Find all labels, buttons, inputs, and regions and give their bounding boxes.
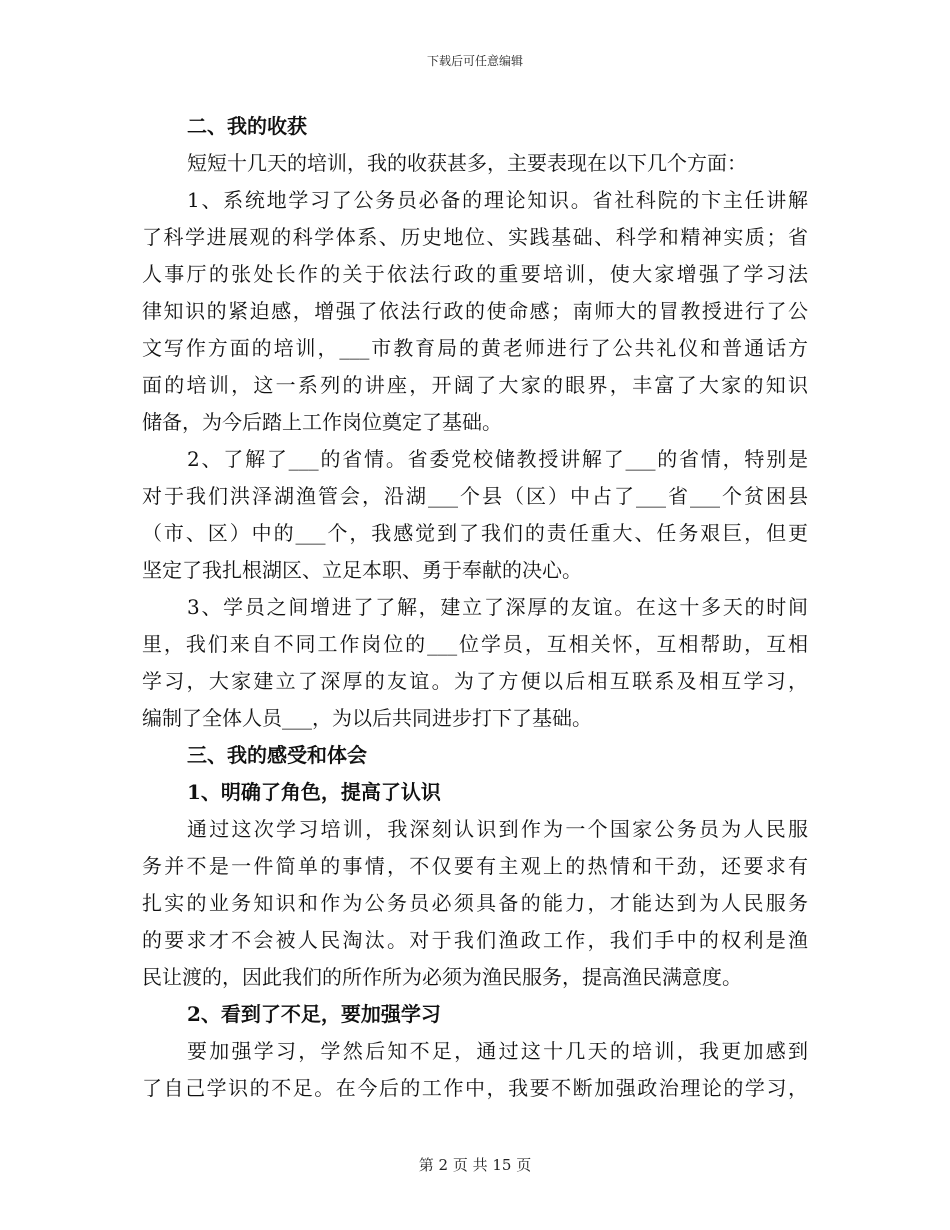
paragraph-line: 扎实的业务知识和作为公务员必须具备的能力，才能达到为人民服务 [142,891,808,915]
section-heading-gains: 二、我的收获 [187,114,307,138]
paragraph-line: 人事厅的张处长作的关于依法行政的重要培训，使大家增强了学习法 [142,262,808,286]
paragraph-line: 民让渡的，因此我们的所作所为必须为渔民服务，提高渔民满意度。 [142,965,742,989]
paragraph-line: 文写作方面的培训，___市教育局的黄老师进行了公共礼仪和普通话方 [142,336,808,360]
paragraph-line: 里，我们来自不同工作岗位的___位学员，互相关怀，互相帮助，互相 [142,632,808,656]
paragraph-line: 面的培训，这一系列的讲座，开阔了大家的眼界，丰富了大家的知识 [142,373,808,397]
paragraph-line: 1、系统地学习了公务员必备的理论知识。省社科院的卞主任讲解 [187,188,808,212]
paragraph-line: 律知识的紧迫感，增强了依法行政的使命感；南师大的冒教授进行了公 [142,299,808,323]
section-heading-feelings: 三、我的感受和体会 [187,743,367,767]
subheading-study: 2、看到了不足，要加强学习 [187,1002,441,1026]
paragraph-line: 3、学员之间增进了了解，建立了深厚的友谊。在这十多天的时间 [187,595,808,619]
paragraph-line: 了自己学识的不足。在今后的工作中，我要不断加强政治理论的学习， [142,1076,808,1100]
paragraph-line: 短短十几天的培训，我的收获甚多，主要表现在以下几个方面： [187,151,747,175]
paragraph-line: 的要求才不会被人民淘汰。对于我们渔政工作，我们手中的权利是渔 [142,928,808,952]
paragraph-line: 了科学进展观的科学体系、历史地位、实践基础、科学和精神实质；省 [142,225,808,249]
paragraph-line: 通过这次学习培训，我深刻认识到作为一个国家公务员为人民服 [187,817,808,841]
paragraph-line: 2、了解了___的省情。省委党校储教授讲解了___的省情，特别是 [187,447,808,471]
paragraph-line: 坚定了我扎根湖区、立足本职、勇于奉献的决心。 [142,558,582,582]
subheading-role: 1、明确了角色，提高了认识 [187,780,441,804]
paragraph-line: 对于我们洪泽湖渔管会，沿湖___个县（区）中占了___省___个贫困县 [142,484,808,508]
paragraph-line: 编制了全体人员___，为以后共同进步打下了基础。 [142,706,592,730]
paragraph-line: （市、区）中的___个，我感觉到了我们的责任重大、任务艰巨，但更 [142,521,808,545]
page-number: 第 2 页 共 15 页 [418,1156,532,1174]
paragraph-line: 学习，大家建立了深厚的友谊。为了方便以后相互联系及相互学习， [142,669,808,693]
paragraph-line: 务并不是一件简单的事情，不仅要有主观上的热情和干劲，还要求有 [142,854,808,878]
header-note: 下载后可任意编辑 [426,54,523,68]
paragraph-line: 储备，为今后踏上工作岗位奠定了基础。 [142,410,502,434]
paragraph-line: 要加强学习，学然后知不足，通过这十几天的培训，我更加感到 [187,1039,808,1063]
